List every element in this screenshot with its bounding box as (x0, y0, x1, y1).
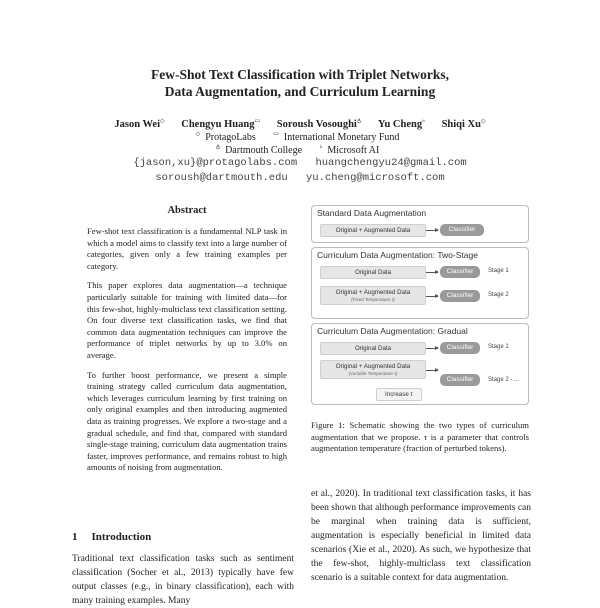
paper-title-line2: Data Augmentation, and Curriculum Learning (164, 84, 436, 99)
abstract-paragraph-3: To further boost performance, we present a simple training strategy called curriculum data augmentation, which leverages curriculum learning by first training on only original examples and then introducing augmented data as training progresses. We explore a two-stage and a gradual schedule, and find that, compared with standard single-stage training, curriculum data augmentation trains faster, improves performance, and remains robust to high amounts of noising from augmentation. (87, 369, 287, 473)
paper-title-line1: Few-Shot Text Classification with Triplet Networks, (151, 67, 449, 82)
input-box: Original + Augmented Data (320, 224, 426, 237)
stage-label: Stage 1 (488, 344, 509, 350)
input-box-original: Original Data (320, 342, 426, 355)
abstract-paragraph-1: Few-shot text classification is a fundamental NLP task in which a model aims to classify text into a large number of categories, given only a few training examples per category. (87, 226, 287, 271)
panel-title: Curriculum Data Augmentation: Gradual (317, 326, 468, 336)
panel-title: Standard Data Augmentation (317, 208, 427, 218)
stage-label: Stage 1 (488, 268, 509, 274)
classifier-node: Classifier (440, 342, 480, 354)
emails-line2 (0, 172, 600, 184)
section-number: 1 (72, 531, 78, 543)
stage-label: Stage 2 - ... (488, 377, 520, 383)
figure-1-schematic (311, 205, 529, 403)
introduction-paragraph: Traditional text classification tasks such as sentiment classification (Socher et al., 2013) typically have few output classes (e.g., in binary classification), each with many training examples. Many (72, 554, 294, 606)
affiliation: ♁ Dartmouth College (215, 145, 303, 157)
arrow (426, 296, 438, 297)
right-column-paragraph: et al., 2020). In traditional text classification tasks, it has been shown that although performance improvements can be marginal when training data is sufficient, augmentation is especially beneficial in limited data scenarios (Xie et al., 2020). As such, we hypothesize that the few-shot, highly-multiclass text classification scenario is a suitable context for data augmentation. (311, 489, 532, 583)
arrow (426, 230, 438, 231)
stage-label: Stage 2 (488, 292, 509, 298)
panel-two-stage (311, 247, 529, 319)
affiliation: ◇ ProtagoLabs (195, 132, 256, 144)
author: Chengyu Huang▭ (181, 118, 261, 130)
panel-title: Curriculum Data Augmentation: Two-Stage (317, 250, 478, 260)
arrow (426, 370, 438, 371)
abstract-paragraph-2: This paper explores data augmentation—a technique particularly suitable for training with limited data—for this few-shot, highly-multiclass text classification setting. On four diverse text classification tasks, we find that common data augmentation techniques can improve the performance of triplet networks by up to 3.0% on average. (87, 280, 287, 360)
abstract-section (87, 205, 287, 482)
affiliations-line1 (0, 131, 600, 143)
classifier-node: Classifier (440, 290, 480, 302)
figure-caption: Figure 1: Schematic showing the two types of curriculum augmentation that we propose. τ is a parameter that controls augmentation temperature (fraction of perturbed tokens). (311, 420, 529, 453)
panel-gradual (311, 323, 529, 405)
input-box-augmented: Original + Augmented Data (Variable Temperature τ) (320, 360, 426, 379)
affiliation: ♭ Microsoft AI (319, 145, 380, 157)
introduction-heading (72, 531, 151, 543)
affiliation: ▭ International Monetary Fund (273, 132, 400, 144)
abstract-heading: Abstract (167, 205, 207, 216)
affiliations-line2 (0, 144, 600, 156)
author: Soroush Vosoughi♁ (276, 118, 362, 130)
section-title: Introduction (91, 531, 152, 543)
panel-standard-augmentation (311, 205, 529, 243)
classifier-node: Classifier (440, 266, 480, 278)
input-box-original: Original Data (320, 266, 426, 279)
email: {jason,xu}@protagolabs.com (133, 157, 298, 169)
author: Yu Cheng♭ (377, 118, 425, 130)
emails-line1 (0, 157, 600, 169)
classifier-node: Classifier (440, 224, 484, 236)
email: yu.cheng@microsoft.com (306, 172, 445, 184)
input-box-augmented: Original + Augmented Data (Fixed Temperature τ) (320, 286, 426, 305)
author: Jason Wei◇ (114, 118, 165, 130)
arrow (426, 348, 438, 349)
email: soroush@dartmouth.edu (155, 172, 288, 184)
author: Shiqi Xu◇ (441, 118, 486, 130)
increase-tau-box: Increase τ (376, 388, 422, 401)
email: huangchengyu24@gmail.com (315, 157, 467, 169)
arrow (426, 272, 438, 273)
author-list (0, 117, 600, 130)
classifier-node: Classifier (440, 374, 480, 386)
